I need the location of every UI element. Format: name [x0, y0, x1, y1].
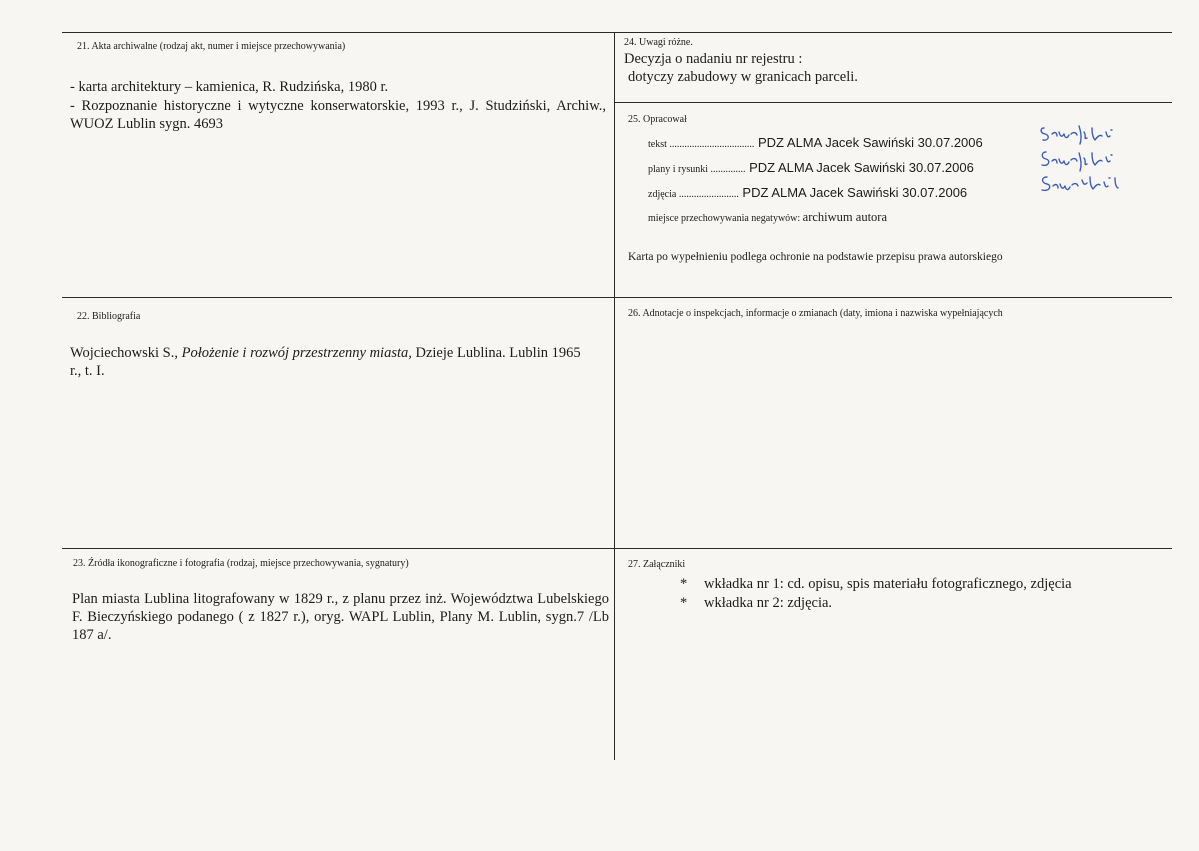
- author-row-plans: [648, 160, 974, 175]
- section-27: [628, 558, 1158, 613]
- section-21: [70, 40, 606, 133]
- author-row-text: [648, 135, 983, 150]
- section-22-label: 22. Bibliografia: [77, 311, 141, 322]
- center-divider: [614, 32, 615, 760]
- section-26-label: 26. Adnotacje o inspekcjach, informacje o zmianach (daty, imiona i nazwiska wypełniających: [628, 308, 1003, 319]
- author-row-plans-dots: ..............: [710, 164, 746, 175]
- negatives-storage-value: archiwum autora: [802, 210, 888, 224]
- attachments-list: [680, 575, 1158, 613]
- bullet-star: *: [680, 595, 688, 611]
- negatives-storage-label: miejsce przechowywania negatywów:: [648, 213, 803, 224]
- author-row-text-value: PDZ ALMA Jacek Sawiński 30.07.2006: [754, 135, 983, 150]
- bibliography-rest: Dzieje Lublina. Lublin 1965 r., t. I.: [70, 345, 581, 379]
- section-23-text: Plan miasta Lublina litografowany w 1829 r., z planu przez inż. Województwa Lubelskiego F. Bieczyńskiego podanego ( z 1827 r.), oryg. WAPL Lublin, Plany M. Lublin, sygn.7 /Lb 187 a/.: [72, 591, 609, 643]
- bibliography-title: Położenie i rozwój przestrzenny miasta,: [181, 345, 412, 361]
- author-row-plans-label: plany i rysunki: [648, 164, 711, 175]
- section-24-line2: dotyczy zabudowy w granicach parceli.: [628, 69, 858, 85]
- divider-24-25: [614, 102, 1172, 103]
- bibliography-author: Wojciechowski S.,: [70, 345, 182, 361]
- negatives-storage: [648, 210, 887, 225]
- author-row-photos-label: zdjęcia: [648, 189, 679, 200]
- attachment-text: wkładka nr 1: cd. opisu, spis materiału fotograficznego, zdjęcia: [704, 576, 1072, 592]
- divider-row2-row3: [62, 548, 1172, 549]
- section-24-label: 24. Uwagi różne.: [624, 37, 693, 48]
- section-24-line1: Decyzja o nadaniu nr rejestru :: [624, 51, 803, 67]
- signature-2: [1038, 148, 1128, 172]
- section-27-label: 27. Załączniki: [628, 559, 686, 570]
- attachment-item: [680, 575, 1158, 594]
- top-border: [62, 32, 1172, 33]
- author-row-photos-value: PDZ ALMA Jacek Sawiński 30.07.2006: [738, 185, 968, 200]
- signature-1: [1038, 122, 1128, 146]
- author-row-text-label: tekst: [648, 139, 670, 150]
- attachment-text: wkładka nr 2: zdjęcia.: [704, 595, 833, 611]
- author-row-plans-value: PDZ ALMA Jacek Sawiński 30.07.2006: [745, 160, 974, 175]
- author-row-photos: [648, 185, 967, 200]
- section-21-label: 21. Akta archiwalne (rodzaj akt, numer i miejsce przechowywania): [77, 41, 346, 52]
- author-row-photos-dots: ........................: [678, 189, 739, 200]
- section-21-line1: - karta architektury – kamienica, R. Rudzińska, 1980 r.: [70, 79, 389, 95]
- section-24: [624, 36, 1164, 86]
- attachment-item: [680, 594, 1158, 613]
- section-22: [70, 310, 590, 380]
- section-23-label: 23. Źródła ikonograficzne i fotografia (rodzaj, miejsce przechowywania, sygnatury): [73, 558, 409, 569]
- section-21-line2: - Rozpoznanie historyczne i wytyczne konserwatorskie, 1993 r., J. Studziński, Archiw., WUOZ Lublin sygn. 4693: [70, 98, 606, 132]
- section-22-text: [70, 344, 590, 380]
- section-25-label: 25. Opracował: [628, 114, 687, 125]
- copyright-note: Karta po wypełnieniu podlega ochronie na podstawie przepisu prawa autorskiego: [628, 251, 1003, 263]
- section-23: [72, 557, 609, 644]
- signature-3: [1038, 172, 1128, 196]
- divider-row1-row2: [62, 297, 1172, 298]
- author-row-text-dots: ..................................: [669, 139, 755, 150]
- bullet-star: *: [680, 576, 688, 592]
